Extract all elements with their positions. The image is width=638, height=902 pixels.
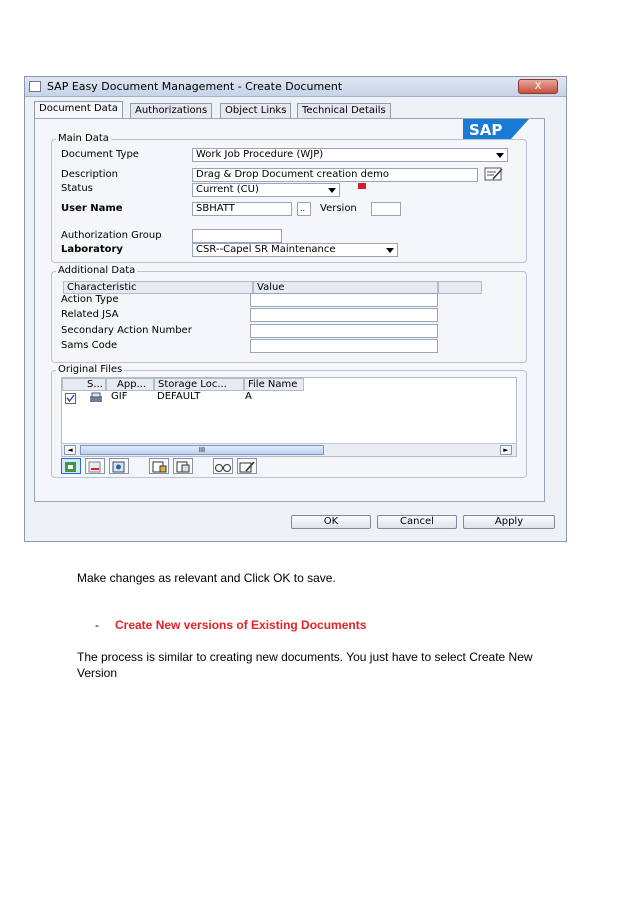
tab-document-data[interactable]: Document Data xyxy=(34,101,123,119)
checkbox-checked-icon[interactable] xyxy=(65,393,76,404)
characteristic-related-jsa: Related JSA xyxy=(61,309,119,320)
status-flag-icon xyxy=(357,182,367,190)
secondary-action-number-value[interactable] xyxy=(250,324,438,338)
display-glasses-icon[interactable] xyxy=(213,458,233,474)
additional-data-title: Additional Data xyxy=(58,265,136,276)
printer-icon xyxy=(89,392,103,404)
description-label: Description xyxy=(61,169,118,180)
extra-column-header xyxy=(438,281,482,294)
sams-code-value[interactable] xyxy=(250,339,438,353)
status-value: Current (CU) xyxy=(196,184,259,195)
process-paragraph-line-2: Version xyxy=(77,666,118,680)
tab-object-links[interactable]: Object Links xyxy=(220,103,291,118)
characteristic-action-type: Action Type xyxy=(61,294,119,305)
application-column-header[interactable]: App... xyxy=(106,378,154,391)
chevron-down-icon xyxy=(328,188,336,193)
document-type-select[interactable] xyxy=(192,148,508,162)
laboratory-label: Laboratory xyxy=(61,244,123,255)
description-input[interactable]: Drag & Drop Document creation demo xyxy=(192,168,478,182)
related-jsa-value[interactable] xyxy=(250,308,438,322)
chevron-down-icon xyxy=(386,248,394,253)
file-name: A xyxy=(245,391,252,402)
sap-window xyxy=(24,76,567,542)
cancel-button[interactable]: Cancel xyxy=(377,515,457,529)
value-column-header[interactable]: Value xyxy=(253,281,438,294)
copy-original-icon[interactable] xyxy=(109,458,129,474)
sap-logo xyxy=(463,119,529,139)
instruction-paragraph: Make changes as relevant and Click OK to save. xyxy=(77,571,336,585)
bullet-dash: - xyxy=(95,618,99,632)
user-name-label: User Name xyxy=(61,203,123,214)
check-in-icon[interactable] xyxy=(149,458,169,474)
apply-button[interactable]: Apply xyxy=(463,515,555,529)
scroll-left-icon[interactable]: ◄ xyxy=(64,445,76,455)
characteristic-secondary-action-number: Secondary Action Number xyxy=(61,325,192,336)
authorization-group-label: Authorization Group xyxy=(61,230,162,241)
delete-original-icon[interactable] xyxy=(85,458,105,474)
chevron-down-icon xyxy=(496,153,504,158)
action-type-value[interactable] xyxy=(250,293,438,307)
tab-technical-details[interactable]: Technical Details xyxy=(297,103,391,118)
document-type-value: Work Job Procedure (WJP) xyxy=(196,149,324,160)
user-name-f4-button[interactable]: .. xyxy=(297,202,311,216)
edit-text-icon[interactable] xyxy=(484,166,504,182)
ok-button[interactable]: OK xyxy=(291,515,371,529)
main-data-title: Main Data xyxy=(58,133,109,144)
scroll-right-icon[interactable]: ► xyxy=(500,445,512,455)
create-original-icon[interactable] xyxy=(61,458,81,474)
check-out-icon[interactable] xyxy=(173,458,193,474)
scroll-thumb[interactable]: III xyxy=(80,445,324,455)
file-name-column-header[interactable]: File Name xyxy=(244,378,304,391)
file-application: GIF xyxy=(111,391,128,402)
close-button[interactable]: X xyxy=(518,79,558,94)
document-data-panel xyxy=(34,118,545,502)
storage-location-column-header[interactable]: Storage Loc... xyxy=(154,378,244,391)
process-paragraph-line-1: The process is similar to creating new documents. You just have to select Create New xyxy=(77,650,533,664)
status-column-header[interactable]: S... xyxy=(62,378,106,391)
status-label: Status xyxy=(61,183,93,194)
file-storage-location: DEFAULT xyxy=(157,391,201,402)
window-title: SAP Easy Document Management - Create Document xyxy=(47,80,343,93)
laboratory-select[interactable] xyxy=(192,243,398,257)
horizontal-scrollbar[interactable] xyxy=(62,443,516,456)
version-label: Version xyxy=(320,203,357,214)
version-input[interactable] xyxy=(371,202,401,216)
edit-original-icon[interactable] xyxy=(237,458,257,474)
characteristic-sams-code: Sams Code xyxy=(61,340,118,351)
authorization-group-input[interactable] xyxy=(192,229,282,243)
document-type-label: Document Type xyxy=(61,149,139,160)
window-icon xyxy=(29,81,41,92)
table-row[interactable] xyxy=(62,391,302,405)
title-bar xyxy=(25,77,566,97)
section-heading: Create New versions of Existing Documents xyxy=(115,618,367,632)
characteristic-column-header[interactable]: Characteristic xyxy=(63,281,253,294)
sap-logo-text: SAP xyxy=(469,121,503,139)
laboratory-value: CSR--Capel SR Maintenance xyxy=(196,244,336,255)
tab-authorizations[interactable]: Authorizations xyxy=(130,103,212,118)
status-select[interactable] xyxy=(192,183,340,197)
user-name-input[interactable]: SBHATT xyxy=(192,202,292,216)
original-files-title: Original Files xyxy=(58,364,123,375)
